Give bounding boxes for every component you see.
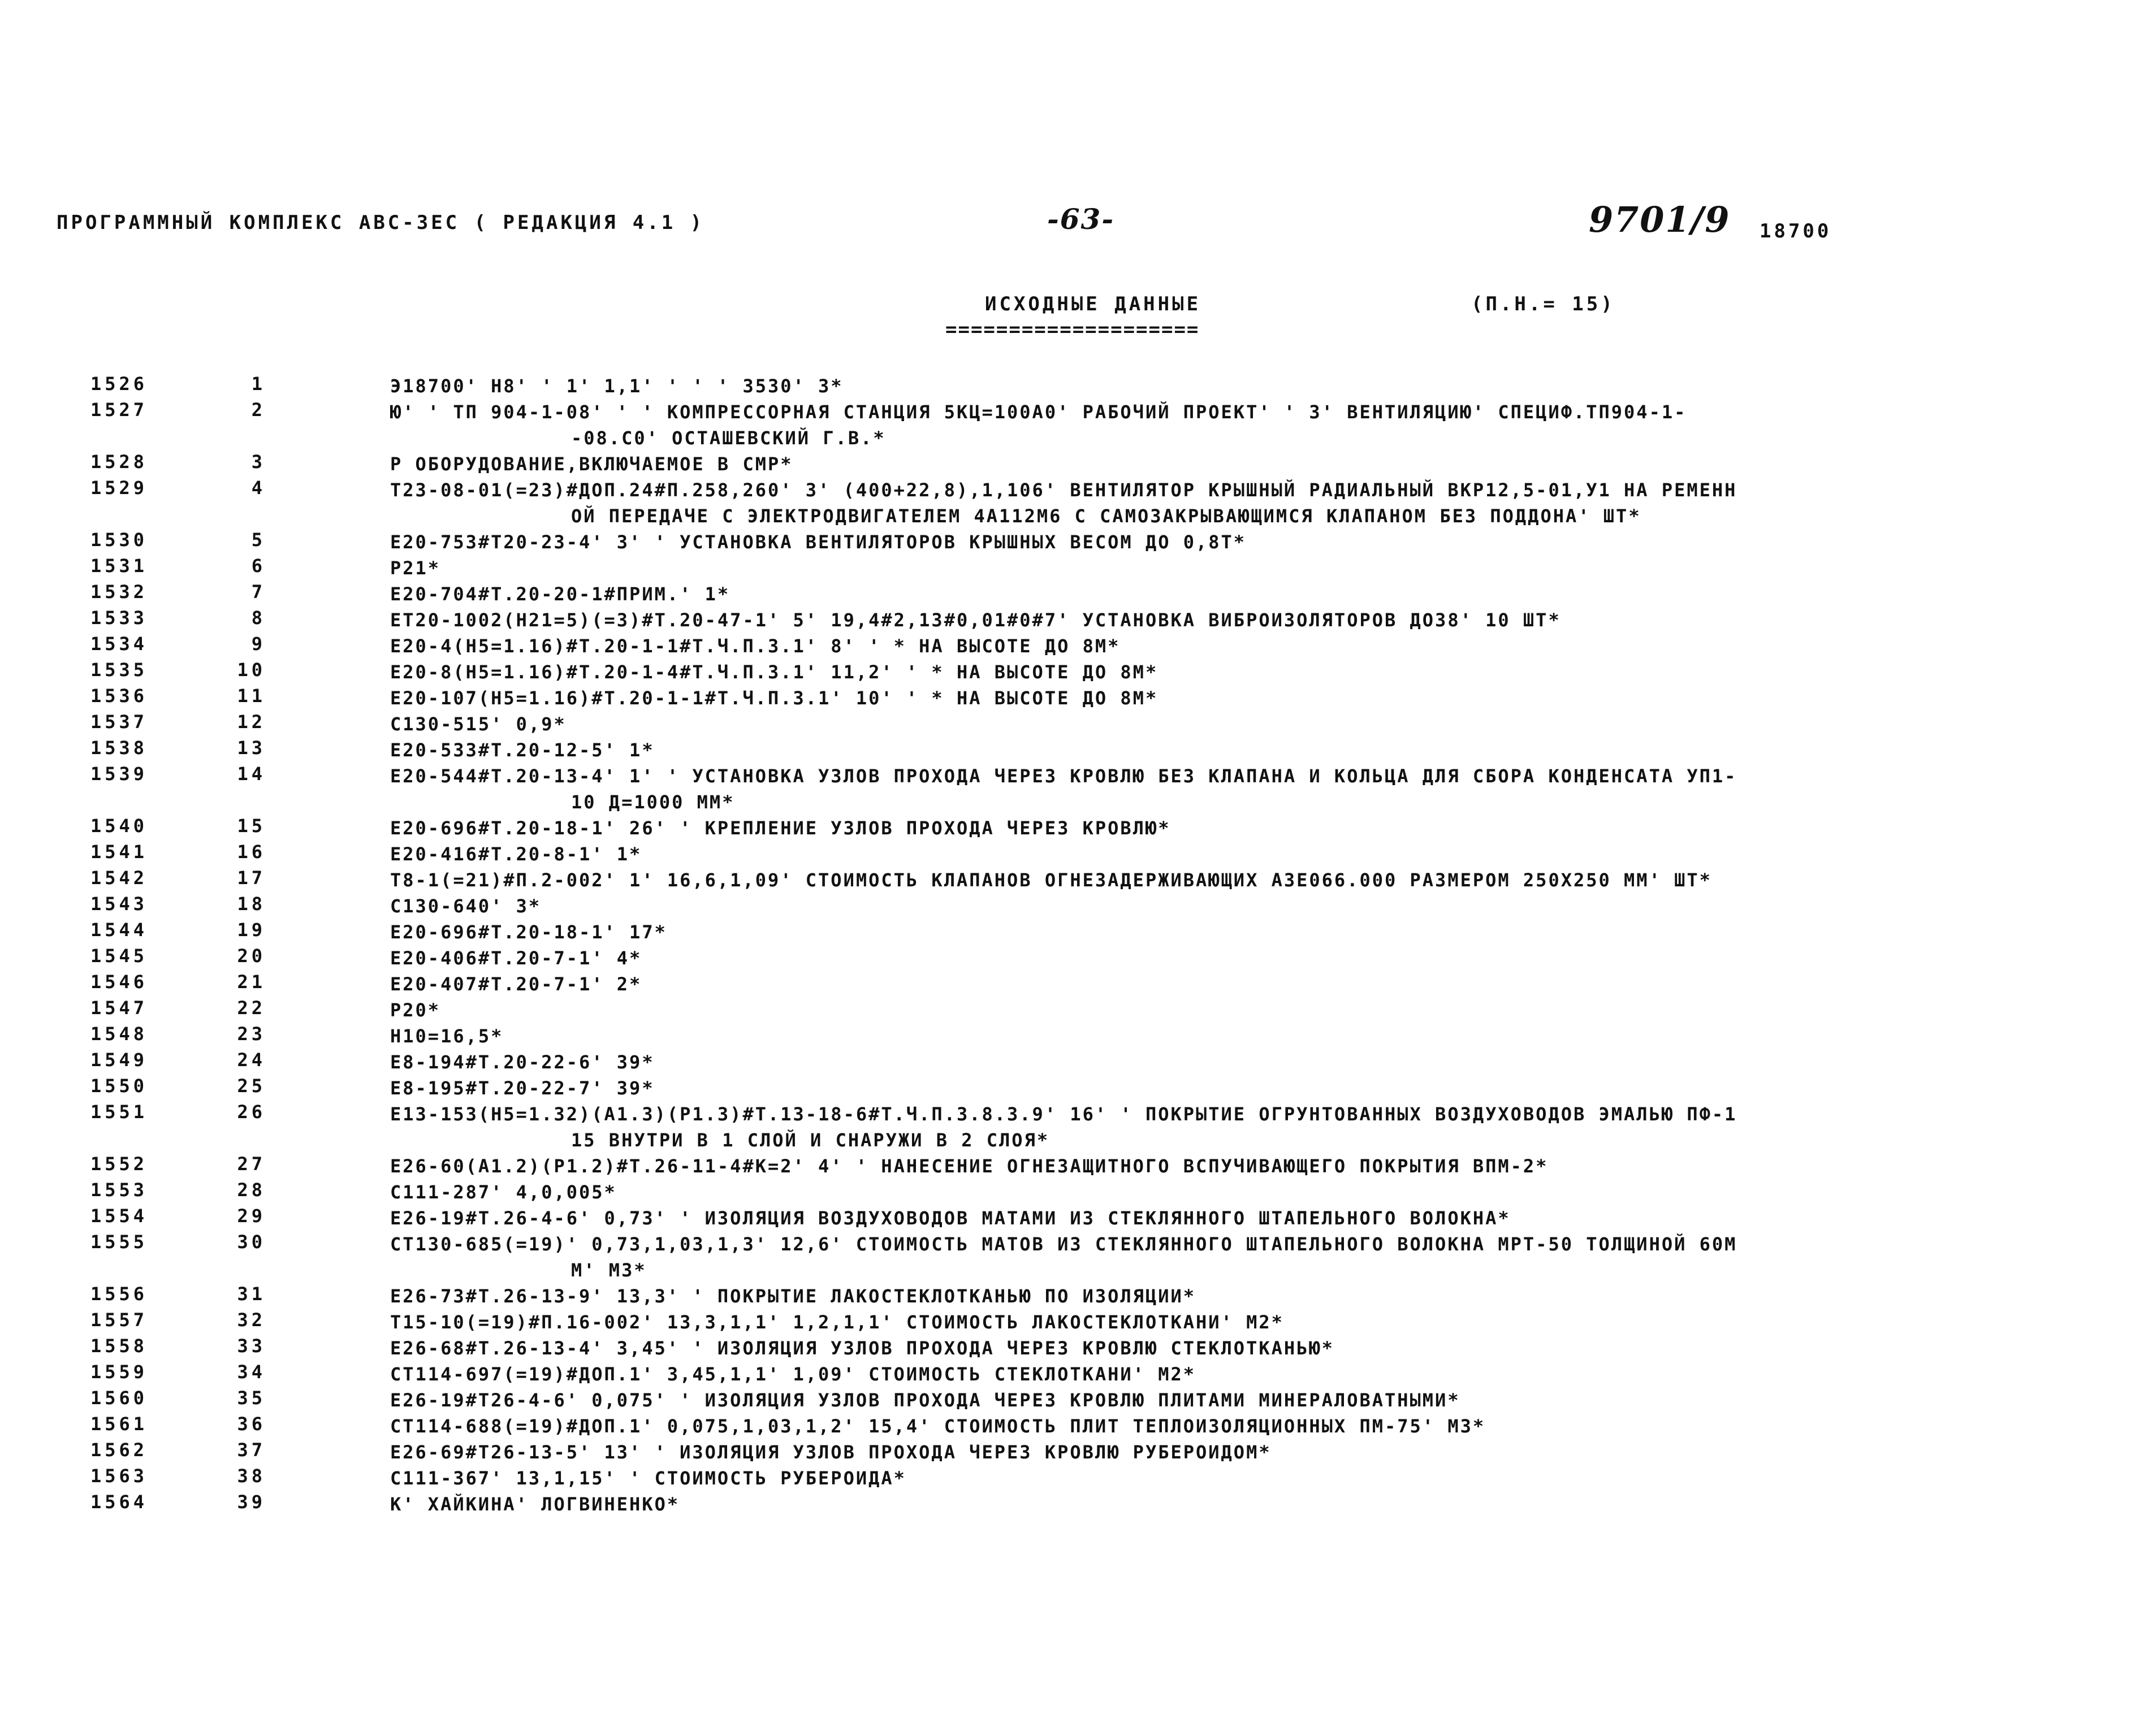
listing-row	[0, 971, 2144, 997]
entry-text-line: СТ114-697(=19)#ДОП.1' 3,45,1,1' 1,09' СТОИМОСТЬ СТЕКЛОТКАНИ' М2*	[390, 1363, 1196, 1385]
entry-text	[390, 841, 2086, 867]
listing-row	[0, 867, 2144, 893]
line-number: 1561	[90, 1413, 148, 1435]
listing-row	[0, 1049, 2144, 1075]
entry-text	[390, 867, 2086, 893]
handwritten-doc-number: 9701/9	[1589, 199, 1731, 240]
line-number: 1533	[90, 607, 148, 629]
entry-number: 4	[251, 477, 266, 499]
entry-text-line: Е20-696#Т.20-18-1' 17*	[390, 921, 667, 943]
entry-number: 28	[237, 1179, 266, 1201]
line-number: 1550	[90, 1075, 148, 1097]
entry-text-line: Е20-753#Т20-23-4' 3' ' УСТАНОВКА ВЕНТИЛЯТОРОВ КРЫШНЫХ ВЕСОМ ДО 0,8Т*	[390, 531, 1247, 553]
entry-text	[390, 373, 2086, 399]
listing-row	[0, 451, 2144, 477]
line-number: 1555	[90, 1231, 148, 1253]
entry-number: 8	[251, 607, 266, 629]
entry-number: 25	[237, 1075, 266, 1097]
section-ref: (П.Н.= 15)	[1471, 293, 1615, 315]
entry-number: 31	[237, 1283, 266, 1305]
entry-text-line: Ю' ' ТП 904-1-08' ' ' КОМПРЕССОРНАЯ СТАНЦИЯ 5КЦ=100А0' РАБОЧИЙ ПРОЕКТ' ' 3' ВЕНТИЛЯЦИЮ' СПЕЦИФ.ТП904-1-	[390, 401, 1687, 423]
listing-row	[0, 659, 2144, 685]
entry-text	[390, 555, 2086, 581]
entry-text-line: ЕТ20-1002(Н21=5)(=3)#Т.20-47-1' 5' 19,4#2,13#0,01#0#7' УСТАНОВКА ВИБРОИЗОЛЯТОРОВ ДО38' 10 ШТ*	[390, 609, 1561, 631]
entry-text	[390, 763, 2086, 815]
line-number: 1544	[90, 919, 148, 941]
entry-text-line: Е26-69#Т26-13-5' 13' ' ИЗОЛЯЦИЯ УЗЛОВ ПРОХОДА ЧЕРЕЗ КРОВЛЮ РУБЕРОИДОМ*	[390, 1441, 1272, 1463]
entry-text	[390, 1283, 2086, 1309]
entry-text	[390, 1101, 2086, 1153]
line-number: 1564	[90, 1491, 148, 1513]
entry-text	[390, 1387, 2086, 1413]
line-number: 1538	[90, 737, 148, 759]
line-number: 1535	[90, 659, 148, 681]
entry-text-line: Р ОБОРУДОВАНИЕ,ВКЛЮЧАЕМОЕ В СМР*	[390, 453, 793, 475]
entry-number: 3	[251, 451, 266, 473]
line-number: 1540	[90, 815, 148, 837]
entry-text-line: С130-515' 0,9*	[390, 713, 567, 735]
entry-text-line: С130-640' 3*	[390, 895, 542, 917]
listing-row	[0, 529, 2144, 555]
entry-number: 27	[237, 1153, 266, 1175]
listing-row	[0, 581, 2144, 607]
listing-row	[0, 1439, 2144, 1465]
listing-row	[0, 607, 2144, 633]
entry-text-line: Е26-60(А1.2)(Р1.2)#Т.26-11-4#К=2' 4' ' НАНЕСЕНИЕ ОГНЕЗАЩИТНОГО ВСПУЧИВАЮЩЕГО ПОКРЫТИЯ ВПМ-2*	[390, 1155, 1549, 1177]
entry-text	[390, 1413, 2086, 1439]
listing-row	[0, 1309, 2144, 1335]
entry-text-line: Е20-406#Т.20-7-1' 4*	[390, 947, 642, 969]
entry-text-line: Е26-19#Т.26-4-6' 0,73' ' ИЗОЛЯЦИЯ ВОЗДУХОВОДОВ МАТАМИ ИЗ СТЕКЛЯННОГО ШТАПЕЛЬНОГО ВОЛОКНА*	[390, 1207, 1511, 1229]
entry-text-line: Е13-153(Н5=1.32)(А1.3)(Р1.3)#Т.13-18-6#Т.Ч.П.3.8.3.9' 16' ' ПОКРЫТИЕ ОГРУНТОВАННЫХ ВОЗДУХОВОДОВ ЭМАЛЬЮ ПФ-1	[390, 1103, 1737, 1125]
listing-row	[0, 685, 2144, 711]
line-number: 1526	[90, 373, 148, 395]
entry-number: 24	[237, 1049, 266, 1071]
entry-text-line: Е20-696#Т.20-18-1' 26' ' КРЕПЛЕНИЕ УЗЛОВ ПРОХОДА ЧЕРЕЗ КРОВЛЮ*	[390, 817, 1171, 839]
entry-text	[390, 451, 2086, 477]
line-number: 1542	[90, 867, 148, 889]
entry-text-line: Т15-10(=19)#П.16-002' 13,3,1,1' 1,2,1,1' СТОИМОСТЬ ЛАКОСТЕКЛОТКАНИ' М2*	[390, 1311, 1284, 1333]
entry-text	[390, 685, 2086, 711]
entry-text	[390, 1179, 2086, 1205]
line-number: 1563	[90, 1465, 148, 1487]
entry-number: 1	[251, 373, 266, 395]
line-number: 1547	[90, 997, 148, 1019]
entry-text-continuation: -08.С0' ОСТАШЕВСКИЙ Г.В.*	[571, 427, 886, 449]
entry-text	[390, 711, 2086, 737]
entry-number: 15	[237, 815, 266, 837]
entry-text	[390, 1075, 2086, 1101]
entry-text	[390, 1153, 2086, 1179]
entry-number: 32	[237, 1309, 266, 1331]
entry-number: 20	[237, 945, 266, 967]
entry-text-line: К' ХАЙКИНА' ЛОГВИНЕНКО*	[390, 1493, 680, 1515]
entry-text	[390, 607, 2086, 633]
line-number: 1553	[90, 1179, 148, 1201]
entry-text-line: Э18700' Н8' ' 1' 1,1' ' ' ' 3530' 3*	[390, 375, 844, 397]
line-number: 1557	[90, 1309, 148, 1331]
entry-text	[390, 815, 2086, 841]
entry-text	[390, 893, 2086, 919]
listing-row	[0, 399, 2144, 451]
entry-number: 38	[237, 1465, 266, 1487]
entry-text-line: Е8-194#Т.20-22-6' 39*	[390, 1051, 655, 1073]
line-number: 1552	[90, 1153, 148, 1175]
listing-row	[0, 1335, 2144, 1361]
line-number: 1536	[90, 685, 148, 707]
listing-row	[0, 1491, 2144, 1517]
entry-text-line: Е20-416#Т.20-8-1' 1*	[390, 843, 642, 865]
entry-text-continuation: ОЙ ПЕРЕДАЧЕ С ЭЛЕКТРОДВИГАТЕЛЕМ 4А112М6 С САМОЗАКРЫВАЮЩИМСЯ КЛАПАНОМ БЕЗ ПОДДОНА' ШТ*	[571, 505, 1641, 527]
entry-text-line: Е20-107(Н5=1.16)#Т.20-1-1#Т.Ч.П.3.1' 10' ' * НА ВЫСОТЕ ДО 8М*	[390, 687, 1159, 709]
listing-row	[0, 1283, 2144, 1309]
entry-text-continuation: 15 ВНУТРИ В 1 СЛОЙ И СНАРУЖИ В 2 СЛОЯ*	[571, 1129, 1050, 1151]
entry-text-line: Е20-704#Т.20-20-1#ПРИМ.' 1*	[390, 583, 730, 605]
line-number: 1537	[90, 711, 148, 733]
line-number: 1548	[90, 1023, 148, 1045]
entry-number: 39	[237, 1491, 266, 1513]
listing-row	[0, 1205, 2144, 1231]
entry-number: 10	[237, 659, 266, 681]
entry-text-line: Е20-407#Т.20-7-1' 2*	[390, 973, 642, 995]
listing-row	[0, 1179, 2144, 1205]
section-underline: ====================	[945, 318, 1200, 341]
entry-number: 2	[251, 399, 266, 421]
page-number: -63-	[1047, 202, 1115, 236]
entry-number: 21	[237, 971, 266, 993]
entry-text	[390, 945, 2086, 971]
line-number: 1559	[90, 1361, 148, 1383]
entry-text	[390, 1439, 2086, 1465]
listing-row	[0, 1413, 2144, 1439]
entry-text-line: Е8-195#Т.20-22-7' 39*	[390, 1077, 655, 1099]
line-number: 1545	[90, 945, 148, 967]
entry-number: 37	[237, 1439, 266, 1461]
entry-text-line: Р21*	[390, 557, 441, 579]
entry-number: 26	[237, 1101, 266, 1123]
entry-text-line: Е20-544#Т.20-13-4' 1' ' УСТАНОВКА УЗЛОВ ПРОХОДА ЧЕРЕЗ КРОВЛЮ БЕЗ КЛАПАНА И КОЛЬЦА ДЛЯ СБОРА КОНДЕНСАТА УП1-	[390, 765, 1737, 787]
line-number: 1551	[90, 1101, 148, 1123]
line-number: 1530	[90, 529, 148, 551]
entry-text-line: Т23-08-01(=23)#ДОП.24#П.258,260' 3' (400+22,8),1,106' ВЕНТИЛЯТОР КРЫШНЫЙ РАДИАЛЬНЫЙ ВКР12,5-01,У1 НА РЕМЕНН	[390, 479, 1737, 501]
entry-number: 12	[237, 711, 266, 733]
entry-number: 17	[237, 867, 266, 889]
entry-number: 30	[237, 1231, 266, 1253]
entry-text	[390, 477, 2086, 529]
entry-text	[390, 737, 2086, 763]
entry-number: 36	[237, 1413, 266, 1435]
entry-number: 13	[237, 737, 266, 759]
entry-text-line: Н10=16,5*	[390, 1025, 504, 1047]
entry-text	[390, 1309, 2086, 1335]
entry-number: 33	[237, 1335, 266, 1357]
entry-text	[390, 1335, 2086, 1361]
listing-row	[0, 633, 2144, 659]
entry-number: 23	[237, 1023, 266, 1045]
entry-number: 7	[251, 581, 266, 603]
listing-row	[0, 945, 2144, 971]
listing-row	[0, 1153, 2144, 1179]
line-number: 1532	[90, 581, 148, 603]
listing-row	[0, 815, 2144, 841]
line-number: 1529	[90, 477, 148, 499]
line-number: 1534	[90, 633, 148, 655]
listing-row	[0, 1101, 2144, 1153]
entry-text-line: Е20-8(Н5=1.16)#Т.20-1-4#Т.Ч.П.3.1' 11,2' ' * НА ВЫСОТЕ ДО 8М*	[390, 661, 1159, 683]
listing-row	[0, 1465, 2144, 1491]
entry-number: 14	[237, 763, 266, 785]
entry-text	[390, 1465, 2086, 1491]
entry-number: 6	[251, 555, 266, 577]
listing-row	[0, 1361, 2144, 1387]
listing-row	[0, 711, 2144, 737]
entry-text	[390, 529, 2086, 555]
entry-text	[390, 1049, 2086, 1075]
entry-number: 5	[251, 529, 266, 551]
entry-text-line: Р20*	[390, 999, 441, 1021]
entry-text-line: С111-287' 4,0,005*	[390, 1181, 617, 1203]
entry-number: 9	[251, 633, 266, 655]
entry-text	[390, 399, 2086, 451]
listing-row	[0, 477, 2144, 529]
entry-text	[390, 919, 2086, 945]
line-number: 1556	[90, 1283, 148, 1305]
listing-row	[0, 1231, 2144, 1283]
listing-row	[0, 1023, 2144, 1049]
line-number: 1560	[90, 1387, 148, 1409]
line-number: 1531	[90, 555, 148, 577]
entry-text	[390, 971, 2086, 997]
entry-text-continuation: 10 Д=1000 ММ*	[571, 791, 735, 813]
listing-row	[0, 841, 2144, 867]
line-number: 1541	[90, 841, 148, 863]
entry-number: 29	[237, 1205, 266, 1227]
line-number: 1554	[90, 1205, 148, 1227]
entry-text	[390, 1231, 2086, 1283]
entry-text-line: СТ130-685(=19)' 0,73,1,03,1,3' 12,6' СТОИМОСТЬ МАТОВ ИЗ СТЕКЛЯННОГО ШТАПЕЛЬНОГО ВОЛОКНА МРТ-50 ТОЛЩИНОЙ 60М	[390, 1233, 1737, 1255]
entry-text	[390, 659, 2086, 685]
listing-row	[0, 919, 2144, 945]
entry-text-line: С111-367' 13,1,15' ' СТОИМОСТЬ РУБЕРОИДА*	[390, 1467, 906, 1489]
entry-text	[390, 1491, 2086, 1517]
entry-text-line: Е26-68#Т.26-13-4' 3,45' ' ИЗОЛЯЦИЯ УЗЛОВ ПРОХОДА ЧЕРЕЗ КРОВЛЮ СТЕКЛОТКАНЬЮ*	[390, 1337, 1334, 1359]
entry-text-line: Е20-4(Н5=1.16)#Т.20-1-1#Т.Ч.П.3.1' 8' ' * НА ВЫСОТЕ ДО 8М*	[390, 635, 1121, 657]
data-listing	[0, 373, 2144, 1517]
entry-text-line: Т8-1(=21)#П.2-002' 1' 16,6,1,09' СТОИМОСТЬ КЛАПАНОВ ОГНЕЗАДЕРЖИВАЮЩИХ АЗЕ066.000 РАЗМЕРОМ 250Х250 ММ' ШТ*	[390, 869, 1712, 891]
entry-number: 34	[237, 1361, 266, 1383]
line-number: 1539	[90, 763, 148, 785]
line-number: 1528	[90, 451, 148, 473]
entry-text	[390, 997, 2086, 1023]
line-number: 1549	[90, 1049, 148, 1071]
entry-text-line: Е26-19#Т26-4-6' 0,075' ' ИЗОЛЯЦИЯ УЗЛОВ ПРОХОДА ЧЕРЕЗ КРОВЛЮ ПЛИТАМИ МИНЕРАЛОВАТНЫМИ*	[390, 1389, 1460, 1411]
sheet-id: 18700	[1760, 220, 1832, 243]
line-number: 1543	[90, 893, 148, 915]
entry-text-continuation: М' М3*	[571, 1259, 647, 1281]
entry-text	[390, 1205, 2086, 1231]
listing-row	[0, 893, 2144, 919]
entry-text	[390, 581, 2086, 607]
entry-text-line: СТ114-688(=19)#ДОП.1' 0,075,1,03,1,2' 15,4' СТОИМОСТЬ ПЛИТ ТЕПЛОИЗОЛЯЦИОННЫХ ПМ-75' М3*	[390, 1415, 1486, 1437]
entry-text	[390, 1361, 2086, 1387]
line-number: 1562	[90, 1439, 148, 1461]
entry-text-line: Е20-533#Т.20-12-5' 1*	[390, 739, 655, 761]
program-header: ПРОГРАММНЫЙ КОМПЛЕКС АВС-ЗЕС ( РЕДАКЦИЯ 4.1 )	[57, 211, 705, 234]
listing-row	[0, 763, 2144, 815]
entry-number: 22	[237, 997, 266, 1019]
listing-row	[0, 997, 2144, 1023]
listing-row	[0, 1387, 2144, 1413]
entry-text	[390, 633, 2086, 659]
entry-number: 16	[237, 841, 266, 863]
entry-number: 19	[237, 919, 266, 941]
listing-row	[0, 555, 2144, 581]
entry-text-line: Е26-73#Т.26-13-9' 13,3' ' ПОКРЫТИЕ ЛАКОСТЕКЛОТКАНЬЮ ПО ИЗОЛЯЦИИ*	[390, 1285, 1196, 1307]
listing-row	[0, 1075, 2144, 1101]
section-title: ИСХОДНЫЕ ДАННЫЕ	[985, 293, 1201, 315]
listing-row	[0, 373, 2144, 399]
listing-row	[0, 737, 2144, 763]
line-number: 1527	[90, 399, 148, 421]
line-number: 1546	[90, 971, 148, 993]
line-number: 1558	[90, 1335, 148, 1357]
entry-text	[390, 1023, 2086, 1049]
entry-number: 18	[237, 893, 266, 915]
entry-number: 11	[237, 685, 266, 707]
entry-number: 35	[237, 1387, 266, 1409]
